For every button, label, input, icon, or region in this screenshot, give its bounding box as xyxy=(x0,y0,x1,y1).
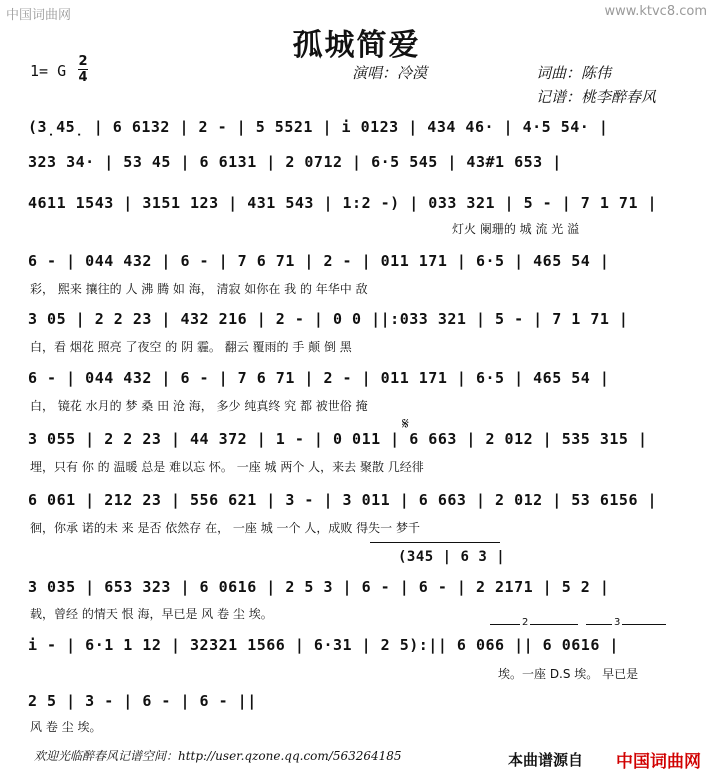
lyrics-row-10: 埃。一座 D.S 埃。 早已是 xyxy=(498,667,639,681)
lyrics-row-5: 白，看 烟花 照亮 了夜空 的 阴 霾。 翻云 覆雨的 手 颠 倒 黑 xyxy=(30,340,352,354)
footer-brand: 中国词曲网 xyxy=(616,752,701,772)
composer-credit: 词曲：陈伟 xyxy=(536,64,612,82)
staff-row-5: 3 05 | 2 2 23 | 432 216 | 2 - | 0 0 ||:033 321 | 5 - | 7 1 71 | xyxy=(28,310,629,328)
notation-credit: 记谱：桃李醉春风 xyxy=(536,88,657,106)
singer-credit: 演唱：冷漠 xyxy=(352,64,428,82)
watermark-top-right: www.ktvc8.com xyxy=(604,4,707,19)
footer-welcome: 欢迎光临醉春风记谱空间：http://user.qzone.qq.com/563264185 xyxy=(34,749,402,763)
staff-row-1: (3̣45̣ | 6 6132 | 2 - | 5 5521 | i 0123 | 434 46· | 4·5 54· | xyxy=(28,118,609,136)
watermark-top-left: 中国词曲网 xyxy=(6,8,72,23)
staff-row-8: 6 061 | 212 23 | 556 621 | 3 - | 3 011 | 6 663 | 2 012 | 53 6156 | xyxy=(28,491,658,509)
lyrics-row-6: 白， 镜花 水月的 梦 桑 田 沧 海， 多少 纯真终 究 都 被世俗 掩 xyxy=(30,399,368,413)
volta-2-number: 3 xyxy=(614,617,621,628)
bracket-notes: (345 | 6 3 | xyxy=(398,549,506,565)
staff-row-4: 6 - | 044 432 | 6 - | 7 6 71 | 2 - | 011 171 | 6·5 | 465 54 | xyxy=(28,252,610,270)
song-title: 孤城简爱 xyxy=(292,28,421,63)
time-signature-numerator: 2 xyxy=(78,54,88,69)
lyrics-row-7: 埋，只有 你 的 温暖 总是 难以忘 怀。 一座 城 两个 人，来去 聚散 几经徘 xyxy=(30,460,424,474)
lyrics-row-3: 灯火 阑珊的 城 流 光 溢 xyxy=(452,222,580,236)
staff-row-9: 3 035 | 653 323 | 6 0616 | 2 5 3 | 6 - | 6 - | 2 2171 | 5 2 | xyxy=(28,578,610,596)
time-signature xyxy=(78,55,88,84)
lyrics-row-11: 风 卷 尘 埃。 xyxy=(30,720,102,734)
staff-row-10: i - | 6·1 1 12 | 32321 1566 | 6·31 | 2 5):|| 6 066 || 6 0616 | xyxy=(28,636,619,654)
volta-2-line xyxy=(586,624,666,625)
lyrics-row-8: 徊，你承 诺的未 来 是否 依然存 在， 一座 城 一个 人，成败 得失一 梦千 xyxy=(30,521,420,535)
staff-row-3: 4611 1543 | 3151 123 | 431 543 | 1:2 -) | 033 321 | 5 - | 7 1 71 | xyxy=(28,194,658,212)
segno-sign: 𝄋 xyxy=(402,414,409,433)
bracket-line xyxy=(370,542,500,543)
lyrics-row-4: 彩， 熙来 攘往的 人 沸 腾 如 海， 清寂 如你在 我 的 年华中 敌 xyxy=(30,282,368,296)
volta-1-number: 2 xyxy=(522,617,529,628)
time-signature-denominator: 4 xyxy=(78,70,88,85)
staff-row-7: 3 055 | 2 2 23 | 44 372 | 1 - | 0 011 | 6 663 | 2 012 | 535 315 | xyxy=(28,430,648,448)
volta-1-line xyxy=(490,624,578,625)
footer-source: 本曲谱源自 xyxy=(508,751,584,769)
staff-row-6: 6 - | 044 432 | 6 - | 7 6 71 | 2 - | 011 171 | 6·5 | 465 54 | xyxy=(28,369,610,387)
key-signature: 1= G xyxy=(30,62,67,80)
staff-row-2: 323 34· | 53 45 | 6 6131 | 2 0712 | 6·5 545 | 43#1 653 | xyxy=(28,153,562,171)
staff-row-11: 2 5 | 3 - | 6 - | 6 - || xyxy=(28,692,257,710)
lyrics-row-9: 载，曾经 的情天 恨 海，早已是 风 卷 尘 埃。 xyxy=(30,607,273,621)
